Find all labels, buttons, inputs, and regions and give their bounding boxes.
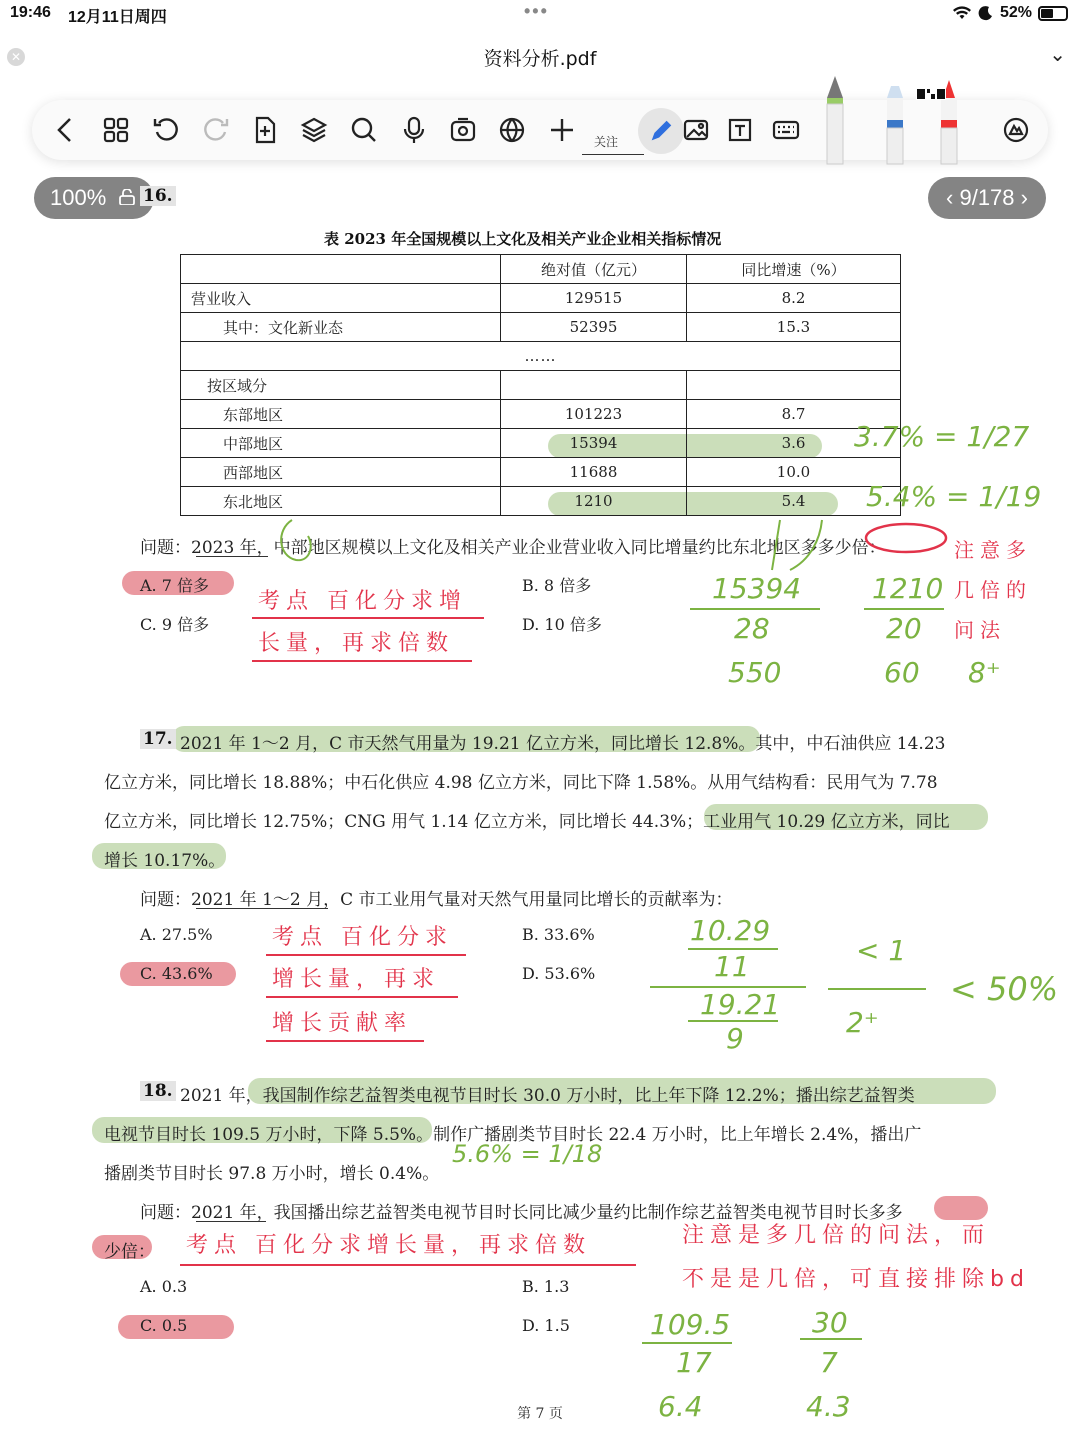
table-cell: 11688 (501, 458, 687, 487)
zoom-value: 100% (50, 185, 107, 210)
status-time: 19:46 (10, 4, 51, 21)
status-right (952, 4, 1068, 22)
text-box-icon[interactable] (722, 112, 758, 148)
passage-line: 2021 年 1～2 月，C 市天然气用量为 19.21 亿立方米，同比增长 12.8%。其中，中石油供应 14.23 (180, 734, 946, 754)
toolbar (32, 100, 1048, 160)
option-b[interactable]: B. 1.3 (522, 1277, 570, 1296)
handwritten-calc: 3.7% = 1/27 (854, 420, 1030, 453)
globe-icon[interactable] (494, 112, 530, 148)
handwritten-calc: 60 (884, 656, 920, 689)
option-c[interactable]: C. 9 倍多 (140, 615, 210, 634)
handwritten-calc: 11 (714, 950, 750, 983)
option-d[interactable]: D. 1.5 (522, 1316, 570, 1335)
table-ellipsis: …… (181, 342, 901, 371)
handwritten-calc: 6.4 (658, 1390, 703, 1423)
handwritten-calc: 9 (726, 1022, 744, 1055)
handwritten-calc: 5.4% = 1/19 (866, 480, 1042, 513)
handwritten-calc: 2⁺ (846, 1006, 879, 1039)
shapes-icon[interactable] (998, 112, 1034, 148)
table-cell: 东北地区 (181, 487, 501, 516)
table-row (181, 429, 901, 458)
handwritten-note: 考点 百化分求 (272, 925, 453, 950)
data-table (180, 254, 901, 516)
multitask-dots[interactable]: ••• (524, 1, 549, 21)
question-text: 问题：2021 年 1～2 月，C 市工业用气量对天然气用量同比增长的贡献率为： (140, 890, 733, 910)
scan-icon[interactable] (445, 112, 481, 148)
red-circle-annotation (864, 522, 948, 554)
page-indicator[interactable] (928, 177, 1046, 219)
status-bar (0, 0, 1080, 28)
table-cell: 129515 (501, 284, 687, 313)
marker-icon[interactable] (882, 76, 908, 166)
table-cell: 3.6 (687, 429, 901, 458)
passage-line: 亿立方米，同比增长 18.88%；中石化供应 4.98 亿立方米，同比下降 1.58%。从用气结构看：民用气为 7.78 (104, 773, 938, 793)
page-value: 9/178 (959, 185, 1015, 210)
option-a[interactable]: A. 0.3 (140, 1277, 188, 1296)
page-next-icon[interactable]: › (1020, 185, 1028, 210)
red-underline (252, 617, 484, 619)
microphone-icon[interactable] (396, 112, 432, 148)
table-cell: 10.0 (687, 458, 901, 487)
red-underline (180, 1264, 636, 1266)
table-header-row (181, 255, 901, 284)
search-icon[interactable] (346, 112, 382, 148)
add-page-icon[interactable] (247, 112, 283, 148)
question-number: 17. (140, 729, 176, 749)
fraction-line (864, 608, 944, 610)
table-row (181, 284, 901, 313)
follow-button[interactable]: 关注 (594, 135, 619, 149)
close-icon[interactable]: ✕ (7, 48, 25, 66)
fountain-pen-icon[interactable] (822, 76, 848, 166)
red-underline (252, 660, 472, 662)
table-cell (501, 371, 687, 400)
fraction-line (800, 1338, 862, 1340)
table-row (181, 371, 901, 400)
handwritten-calc: 10.29 (690, 914, 771, 947)
handwritten-calc: 28 (734, 612, 770, 645)
handwritten-calc: 109.5 (650, 1308, 731, 1341)
underline (196, 556, 268, 557)
battery-percent: 52% (999, 4, 1032, 21)
handwritten-calc: 20 (886, 612, 922, 645)
passage-line: 电视节目时长 109.5 万小时，下降 5.5%。制作广播剧类节目时长 22.4 万小时，比上年增长 2.4%，播出广 (104, 1125, 922, 1145)
green-circle-annotation (272, 516, 320, 564)
question-number: 16. (140, 186, 176, 206)
passage-line: 2021 年，我国制作综艺益智类电视节目时长 30.0 万小时，比上年下降 12.2%；播出综艺益智类 (180, 1086, 915, 1106)
fraction-line (690, 608, 820, 610)
table-cell (181, 255, 501, 284)
handwritten-calc: 5.6% = 1/18 (452, 1140, 603, 1168)
lock-icon[interactable] (118, 189, 136, 205)
zoom-indicator[interactable] (34, 177, 154, 219)
fraction-line (828, 988, 926, 990)
table-row (181, 313, 901, 342)
handwritten-calc: 15394 (712, 572, 802, 605)
question-text: 少倍： (104, 1242, 155, 1262)
green-stroke-annotation (760, 500, 850, 580)
handwritten-note: 问法 (954, 618, 1006, 642)
question-number: 18. (140, 1081, 176, 1101)
handwritten-note: 增长贡献率 (272, 1011, 413, 1036)
option-a[interactable]: A. 27.5% (140, 925, 213, 944)
table-row (181, 400, 901, 429)
handwritten-note: 注意是多几倍的问法，而 (682, 1223, 991, 1248)
layers-icon[interactable] (296, 112, 332, 148)
option-c[interactable]: C. 43.6% (140, 964, 213, 983)
handwritten-note: 考点 百化分求增 (258, 589, 467, 614)
table-header: 同比增速（%） (687, 255, 901, 284)
passage-line: 亿立方米，同比增长 12.75%；CNG 用气 1.14 亿立方米，同比增长 44.3%；工业用气 10.29 亿立方米，同比 (104, 812, 950, 832)
moon-icon (978, 5, 994, 21)
red-underline (266, 996, 458, 998)
table-cell: 东部地区 (181, 400, 501, 429)
table-cell: 中部地区 (181, 429, 501, 458)
table-cell: 101223 (501, 400, 687, 429)
keyboard-icon[interactable] (768, 112, 804, 148)
handwritten-calc: 8⁺ (968, 656, 1001, 689)
question-text: 问题：2023 年，中部地区规模以上文化及相关产业企业营业收入同比增量约比东北地区多多少倍： (140, 538, 886, 558)
option-d[interactable]: D. 53.6% (522, 964, 596, 983)
handwritten-calc: 30 (812, 1306, 848, 1339)
option-c[interactable]: C. 0.5 (140, 1316, 188, 1335)
table-cell: 8.7 (687, 400, 901, 429)
question-text: 问题：2021 年，我国播出综艺益智类电视节目时长同比减少量约比制作综艺益智类电视节目时长多多 (140, 1203, 903, 1223)
handwritten-calc: 19.21 (700, 988, 781, 1021)
title-bar (0, 36, 1080, 76)
plus-icon[interactable] (544, 112, 580, 148)
battery-icon (1038, 6, 1068, 21)
handwritten-calc: 17 (676, 1346, 712, 1379)
grid-icon[interactable] (98, 112, 134, 148)
table-cell: 15.3 (687, 313, 901, 342)
passage-line: 增长 10.17%。 (104, 851, 226, 871)
handwritten-note: 考点 百化分求增长量，再求倍数 (186, 1233, 591, 1258)
page-footer: 第 7 页 (517, 1406, 563, 1422)
wifi-icon (952, 5, 972, 21)
option-b[interactable]: B. 33.6% (522, 925, 595, 944)
undo-icon[interactable] (148, 112, 184, 148)
status-date: 12月11日周四 (68, 9, 167, 26)
table-cell: 其中：文化新业态 (181, 313, 501, 342)
passage-line: 播剧类节目时长 97.8 万小时，增长 0.4%。 (104, 1164, 440, 1184)
table-cell: 15394 (501, 429, 687, 458)
handwritten-note: 注意多 (954, 538, 1032, 562)
table-cell: 营业收入 (181, 284, 501, 313)
redo-icon[interactable] (198, 112, 234, 148)
option-a[interactable]: A. 7 倍多 (140, 576, 209, 595)
handwritten-note: 长量，再求倍数 (258, 631, 455, 656)
chevron-down-icon[interactable]: ⌄ (1049, 42, 1066, 66)
table-row (181, 458, 901, 487)
table-header: 绝对值（亿元） (501, 255, 687, 284)
table-row (181, 342, 901, 371)
option-d[interactable]: D. 10 倍多 (522, 615, 602, 634)
handwritten-calc: < 50% (950, 970, 1059, 1008)
table-cell: 5.4 (687, 487, 901, 516)
page-prev-icon[interactable]: ‹ (946, 185, 954, 210)
table-cell: 8.2 (687, 284, 901, 313)
table-cell: 1210 (501, 487, 687, 516)
handwritten-calc: 1210 (872, 572, 944, 605)
document-title[interactable]: 资料分析.pdf (483, 48, 597, 70)
table-cell: 西部地区 (181, 458, 501, 487)
fraction-line (642, 1342, 732, 1344)
option-b[interactable]: B. 8 倍多 (522, 576, 592, 595)
table-caption: 表 2023 年全国规模以上文化及相关产业企业相关指标情况 (324, 230, 722, 248)
underline (196, 1221, 266, 1222)
image-icon[interactable] (678, 112, 714, 148)
red-underline (266, 954, 466, 956)
table-cell: 52395 (501, 313, 687, 342)
answer-highlight (934, 1196, 988, 1220)
back-icon[interactable] (48, 112, 84, 148)
handwritten-calc: < 1 (856, 934, 907, 967)
handwritten-note: 不是是几倍，可直接排除bd (682, 1267, 1030, 1292)
underline (196, 908, 328, 909)
handwritten-calc: 550 (728, 656, 782, 689)
table-cell: 按区域分 (181, 371, 501, 400)
red-underline (266, 1040, 424, 1042)
handwritten-note: 几倍的 (954, 578, 1032, 602)
table-cell (687, 371, 901, 400)
handwritten-calc: 4.3 (806, 1390, 851, 1423)
qr-icon[interactable] (916, 88, 946, 100)
handwritten-calc: 7 (820, 1346, 838, 1379)
handwritten-note: 增长量，再求 (272, 967, 441, 992)
follow-underline (582, 154, 644, 155)
